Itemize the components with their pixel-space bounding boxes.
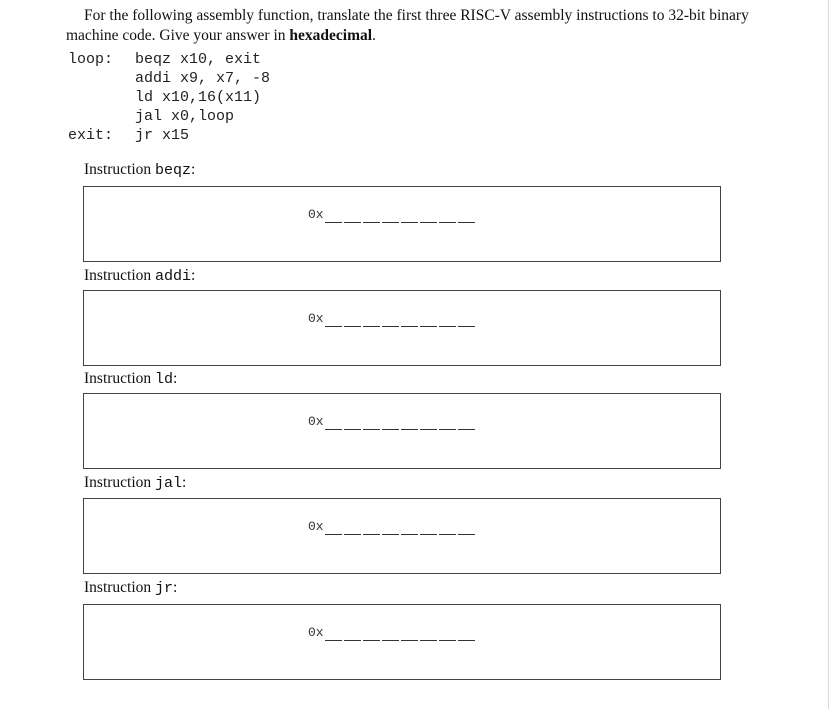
question-mnemonic: addi	[155, 268, 192, 285]
hex-digit-blanks	[325, 626, 477, 641]
hex-digit-blanks	[325, 415, 477, 430]
hex-prefix: 0x	[308, 519, 324, 534]
answer-field[interactable]	[308, 414, 477, 430]
code-line: ld x10,16(x11)	[135, 89, 262, 106]
answer-box-ld[interactable]	[83, 393, 721, 469]
code-line: jr x15	[135, 127, 190, 144]
question-label-ld	[84, 369, 177, 390]
answer-field[interactable]	[308, 311, 477, 327]
question-label-jal	[84, 473, 186, 494]
code-line: jal x0,loop	[135, 108, 235, 125]
answer-field[interactable]	[308, 625, 477, 641]
question-mnemonic: ld	[155, 371, 174, 388]
hex-prefix: 0x	[308, 207, 324, 222]
question-prefix: Instruction	[84, 370, 156, 387]
answer-field[interactable]	[308, 207, 477, 223]
code-line: addi x9, x7, -8	[135, 70, 271, 87]
question-prefix: Instruction	[84, 161, 156, 178]
question-mnemonic: beqz	[155, 162, 192, 179]
question-prefix: Instruction	[84, 267, 156, 284]
question-suffix: :	[182, 474, 187, 491]
question-suffix: :	[191, 267, 196, 284]
code-line: beqz x10, exit	[135, 51, 262, 68]
code-label-loop: loop:	[68, 51, 114, 68]
hex-digit-blanks	[325, 208, 477, 223]
answer-field[interactable]	[308, 519, 477, 535]
intro-end: .	[372, 27, 376, 44]
question-label-jr	[84, 578, 177, 599]
hex-digit-blanks	[325, 312, 477, 327]
hex-prefix: 0x	[308, 625, 324, 640]
answer-box-beqz[interactable]	[83, 186, 721, 262]
code-label-exit: exit:	[68, 127, 114, 144]
question-prefix: Instruction	[84, 579, 156, 596]
hex-digit-blanks	[325, 520, 477, 535]
question-label-beqz	[84, 160, 195, 181]
answer-box-jr[interactable]	[83, 604, 721, 680]
question-mnemonic: jal	[155, 475, 183, 492]
hex-prefix: 0x	[308, 414, 324, 429]
question-suffix: :	[173, 370, 178, 387]
question-label-addi	[84, 266, 195, 287]
intro-text: For the following assembly function, translate the first three RISC-V assembly instructions to 32-bit binary machine code. Give your answer in	[66, 7, 749, 44]
hex-prefix: 0x	[308, 311, 324, 326]
question-prefix: Instruction	[84, 474, 156, 491]
question-suffix: :	[191, 161, 196, 178]
intro-emphasis: hexadecimal	[289, 27, 373, 44]
answer-box-jal[interactable]	[83, 498, 721, 574]
answer-box-addi[interactable]	[83, 290, 721, 366]
question-suffix: :	[173, 579, 178, 596]
instructions-paragraph	[66, 6, 766, 46]
question-mnemonic: jr	[155, 580, 174, 597]
